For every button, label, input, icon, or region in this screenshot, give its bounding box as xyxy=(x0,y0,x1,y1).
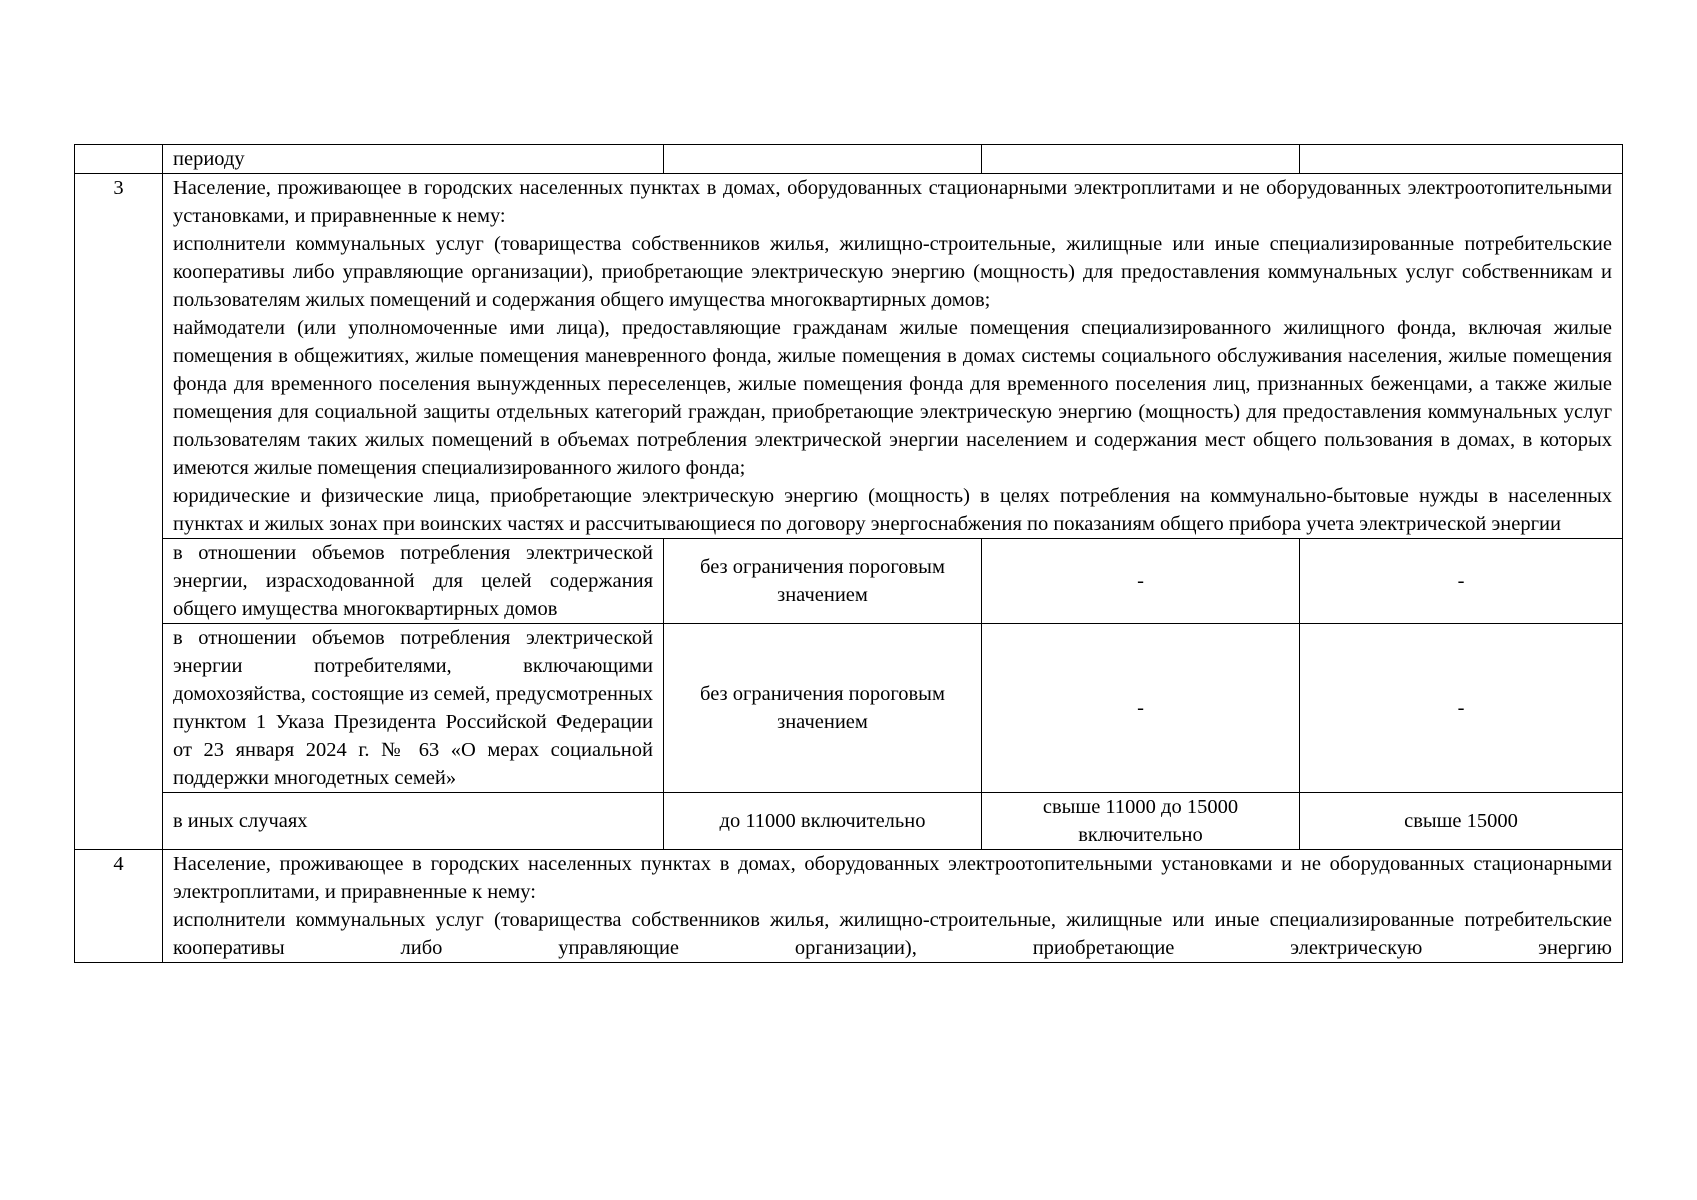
row-3-desc-para-2: исполнители коммунальных услуг (товарищества собственников жилья, жилищно-строительные, жилищные или иные специализированные потребительские кооперативы либо управляющие организации), приобретающие электрическую энергию (мощность) для предоставления коммунальных услуг собственникам и пользователям жилых помещений и содержания общего имущества многоквартирных домов; xyxy=(173,233,1612,311)
tariff-table xyxy=(74,144,1623,963)
sub-row-label: в иных случаях xyxy=(163,793,664,850)
threshold-cell-3: свыше 15000 xyxy=(1300,793,1623,850)
table-row-3 xyxy=(75,174,1623,539)
row-number-cell xyxy=(75,145,163,174)
table-row-4 xyxy=(75,850,1623,963)
threshold-cell-1: без ограничения пороговым значением xyxy=(664,624,982,793)
row-3-desc-para-3: наймодатели (или уполномоченные ими лица), предоставляющие гражданам жилые помещения специализированного жилищного фонда, включая жилые помещения в общежитиях, жилые помещения маневренного фонда, жилые помещения в домах системы социального обслуживания населения, жилые помещения фонда для временного поселения вынужденных переселенцев, жилые помещения фонда для временного поселения лиц, признанных беженцами, а также жилые помещения для социальной защиты отдельных категорий граждан, приобретающие электрическую энергию (мощность) для предоставления коммунальных услуг пользователям таких жилых помещений в объемах потребления электрической энергии населением и содержания мест общего пользования в домах, в которых имеются жилые помещения специализированного жилого фонда; xyxy=(173,317,1612,479)
sub-row-label-text: в отношении объемов потребления электрической энергии, израсходованной для целей содержания общего имущества многоквартирных домов xyxy=(173,542,653,620)
threshold-cell-1: до 11000 включительно xyxy=(664,793,982,850)
row-number: 4 xyxy=(75,850,163,963)
table-row-3-sub-1 xyxy=(75,539,1623,624)
threshold-cell-2: свыше 11000 до 15000 включительно xyxy=(982,793,1300,850)
empty-cell xyxy=(1300,145,1623,174)
row-3-description xyxy=(163,174,1623,539)
continuation-text: периоду xyxy=(163,145,664,174)
threshold-cell-2: - xyxy=(982,539,1300,624)
row-number: 3 xyxy=(75,174,163,850)
sub-row-label xyxy=(163,539,664,624)
table-row-3-sub-2 xyxy=(75,624,1623,793)
threshold-cell-2: - xyxy=(982,624,1300,793)
empty-cell xyxy=(664,145,982,174)
sub-row-label-text: в отношении объемов потребления электрической энергии потребителями, включающими домохозяйства, состоящие из семей, предусмотренных пунктом 1 Указа Президента Российской Федерации от 23 января 2024 г. № 63 «О мерах социальной поддержки многодетных семей» xyxy=(173,627,653,789)
empty-cell xyxy=(982,145,1300,174)
sub-row-label xyxy=(163,624,664,793)
threshold-cell-3: - xyxy=(1300,624,1623,793)
table-row-continuation xyxy=(75,145,1623,174)
row-4-desc-para-2: исполнители коммунальных услуг (товарищества собственников жилья, жилищно-строительные, жилищные или иные специализированные потребительские кооперативы либо управляющие организации), приобретающие электрическую энергию xyxy=(173,909,1612,959)
row-3-desc-para-1: Население, проживающее в городских населенных пунктах в домах, оборудованных стационарными электроплитами и не оборудованных электроотопительными установками, и приравненные к нему: xyxy=(173,177,1612,227)
threshold-cell-3: - xyxy=(1300,539,1623,624)
row-3-desc-para-4: юридические и физические лица, приобретающие электрическую энергию (мощность) в целях потребления на коммунально-бытовые нужды в населенных пунктах и жилых зонах при воинских частях и рассчитывающиеся по договору энергоснабжения по показаниям общего прибора учета электрической энергии xyxy=(173,485,1612,535)
row-4-desc-para-1: Население, проживающее в городских населенных пунктах в домах, оборудованных электроотопительными установками и не оборудованных стационарными электроплитами, и приравненные к нему: xyxy=(173,853,1612,903)
row-4-description xyxy=(163,850,1623,963)
threshold-cell-1: без ограничения пороговым значением xyxy=(664,539,982,624)
table-row-3-sub-3 xyxy=(75,793,1623,850)
